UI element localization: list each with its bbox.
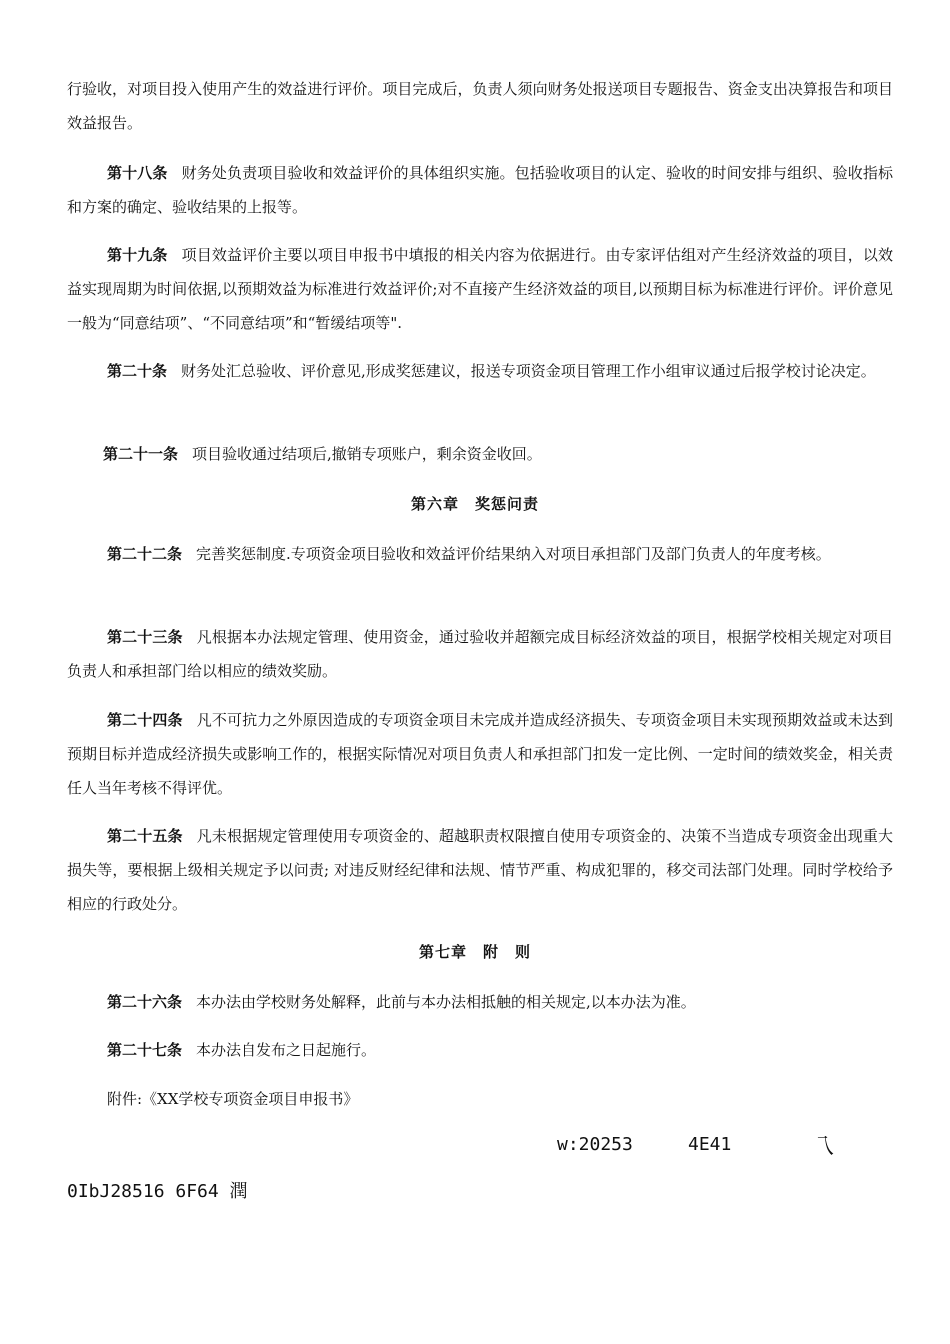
article-number: 第二十七条 <box>107 1041 183 1059</box>
footer-noise-2: 4E41 <box>688 1134 732 1155</box>
article-number: 第二十三条 <box>107 628 183 646</box>
article-number: 第二十四条 <box>107 711 183 729</box>
article-number: 第二十一条 <box>103 445 179 463</box>
article-27 <box>67 1033 893 1067</box>
paragraph-continuation <box>67 72 893 140</box>
footer-noise-3: 乁 <box>812 1135 835 1160</box>
article-19 <box>67 238 893 340</box>
footer-noise-4: 0IbJ28516 6F64 潤 <box>67 1181 248 1202</box>
article-number: 第二十六条 <box>107 993 183 1011</box>
article-21 <box>67 437 893 471</box>
article-text: 凡根据本办法规定管理、使用资金，通过验收并超额完成目标经济效益的项目，根据学校相关规定对项目负责人和承担部门给以相应的绩效奖励。 <box>67 628 893 680</box>
article-18 <box>67 156 893 224</box>
article-number: 第二十条 <box>107 362 168 380</box>
article-24 <box>67 703 893 805</box>
article-text: 本办法自发布之日起施行。 <box>196 1041 377 1059</box>
article-22 <box>67 537 893 571</box>
chapter-title: 奖惩问责 <box>475 495 540 513</box>
footer-noise-1: w:20253 <box>557 1134 633 1155</box>
attachment-text: 附件:《XX学校专项资金项目申报书》 <box>107 1090 359 1108</box>
article-number: 第十九条 <box>107 246 168 264</box>
chapter-6-heading <box>0 493 950 514</box>
article-text: 项目验收通过结项后,撤销专项账户，剩余资金收回。 <box>192 445 542 463</box>
article-text: 财务处负责项目验收和效益评价的具体组织实施。包括验收项目的认定、验收的时间安排与组织、验收指标和方案的确定、验收结果的上报等。 <box>67 164 893 216</box>
article-number: 第二十五条 <box>107 827 183 845</box>
article-text: 项目效益评价主要以项目申报书中填报的相关内容为依据进行。由专家评估组对产生经济效益的项目，以效益实现周期为时间依据,以预期效益为标准进行效益评价;对不直接产生经济效益的项目,以预期目标为标准进行评价。评价意见一般为“同意结项”、“不同意结项”和“暂缓结项等". <box>67 246 893 332</box>
chapter-number: 第六章 <box>410 495 459 513</box>
article-25 <box>67 819 893 921</box>
paragraph-text: 行验收，对项目投入使用产生的效益进行评价。项目完成后，负责人须向财务处报送项目专题报告、资金支出决算报告和项目效益报告。 <box>67 80 893 132</box>
article-number: 第十八条 <box>107 164 168 182</box>
article-text: 财务处汇总验收、评价意见,形成奖惩建议，报送专项资金项目管理工作小组审议通过后报学校讨论决定。 <box>181 362 876 380</box>
article-20 <box>67 354 893 388</box>
article-text: 凡不可抗力之外原因造成的专项资金项目未完成并造成经济损失、专项资金项目未实现预期效益或未达到预期目标并造成经济损失或影响工作的，根据实际情况对项目负责人和承担部门扣发一定比例、一定时间的绩效奖金，相关责任人当年考核不得评优。 <box>67 711 893 797</box>
chapter-7-heading <box>0 941 950 962</box>
article-text: 本办法由学校财务处解释，此前与本办法相抵触的相关规定,以本办法为准。 <box>196 993 696 1011</box>
article-23 <box>67 620 893 688</box>
article-number: 第二十二条 <box>107 545 183 563</box>
article-text: 凡未根据规定管理使用专项资金的、超越职责权限擅自使用专项资金的、决策不当造成专项资金出现重大损失等，要根据上级相关规定予以问责; 对违反财经纪律和法规、情节严重、构成犯罪的，移交司法部门处理。同时学校给予相应的行政处分。 <box>67 827 893 913</box>
article-text: 完善奖惩制度.专项资金项目验收和效益评价结果纳入对项目承担部门及部门负责人的年度考核。 <box>196 545 831 563</box>
attachment-note <box>67 1082 893 1116</box>
chapter-title: 附 则 <box>483 943 532 961</box>
article-26 <box>67 985 893 1019</box>
chapter-number: 第七章 <box>418 943 467 961</box>
